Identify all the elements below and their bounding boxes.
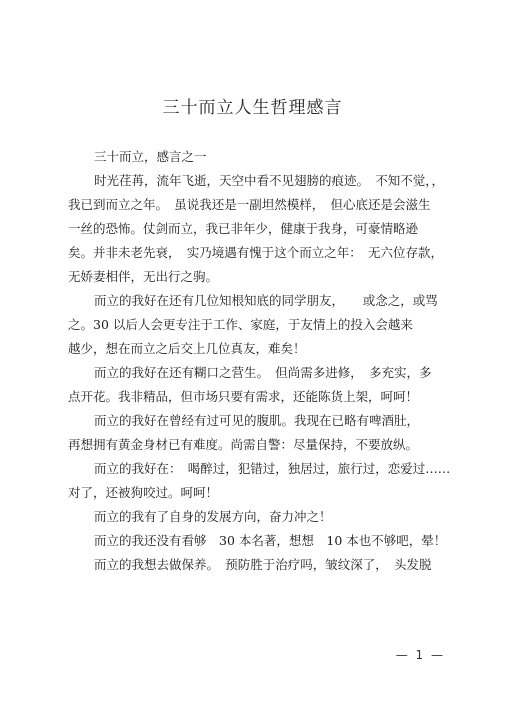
body-line: 而立的我有了自身的发展方向，奋力冲之！ bbox=[94, 509, 332, 524]
body-line: 矣。并非未老先衰， 实乃境遇有愧于这个而立之年： 无六位存款， bbox=[68, 245, 444, 260]
body-line: 一丝的恐怖。仗剑而立，我已非年少，健康于我身，可豪情略逊 bbox=[68, 221, 419, 236]
document-body bbox=[68, 145, 451, 577]
body-line: 越少，想在而立之后交上几位真友，难矣！ bbox=[68, 341, 306, 356]
body-line: 点开花。我非精品，但市场只要有需求，还能陈货上架，呵呵！ bbox=[68, 389, 419, 404]
body-line: 而立的我还没有看够 30 本名著，想想 10 本也不够吧，晕！ bbox=[94, 533, 447, 548]
body-line: 我已到而立之年。 虽说我还是一副坦然模样， 但心底还是会滋生 bbox=[68, 197, 431, 212]
body-line: 而立的我想去做保养。 预防胜于治疗吗，皱纹深了， 头发脱 bbox=[94, 557, 432, 572]
page-number: — 1 — bbox=[395, 648, 445, 662]
body-line: 三十而立，感言之一 bbox=[94, 149, 207, 164]
body-line: 无娇妻相伴，无出行之驹。 bbox=[68, 269, 219, 284]
body-line: 再想拥有黄金身材已有难度。尚需自警：尽量保持，不要放纵。 bbox=[68, 437, 419, 452]
document-title: 三十而立人生哲理感言 bbox=[162, 98, 343, 118]
body-line: 而立的我好在还有几位知根知底的同学朋友， 或念之，或骂 bbox=[94, 293, 438, 308]
body-line: 而立的我好在还有糊口之营生。 但尚需多进修， 多充实，多 bbox=[94, 365, 432, 380]
body-line: 对了，还被狗咬过。呵呵！ bbox=[68, 485, 219, 500]
body-line: 而立的我好在曾经有过可见的腹肌。我现在已略有啤酒肚， bbox=[94, 413, 420, 428]
body-line: 时光荏苒，流年飞逝，天空中看不见翅膀的痕迹。 不知不觉，， bbox=[94, 173, 445, 188]
body-line: 之。30 以后人会更专注于工作、家庭，于友情上的投入会越来 bbox=[68, 317, 413, 332]
body-line: 而立的我好在： 喝醉过，犯错过，独居过，旅行过，恋爱过…… bbox=[94, 461, 451, 476]
